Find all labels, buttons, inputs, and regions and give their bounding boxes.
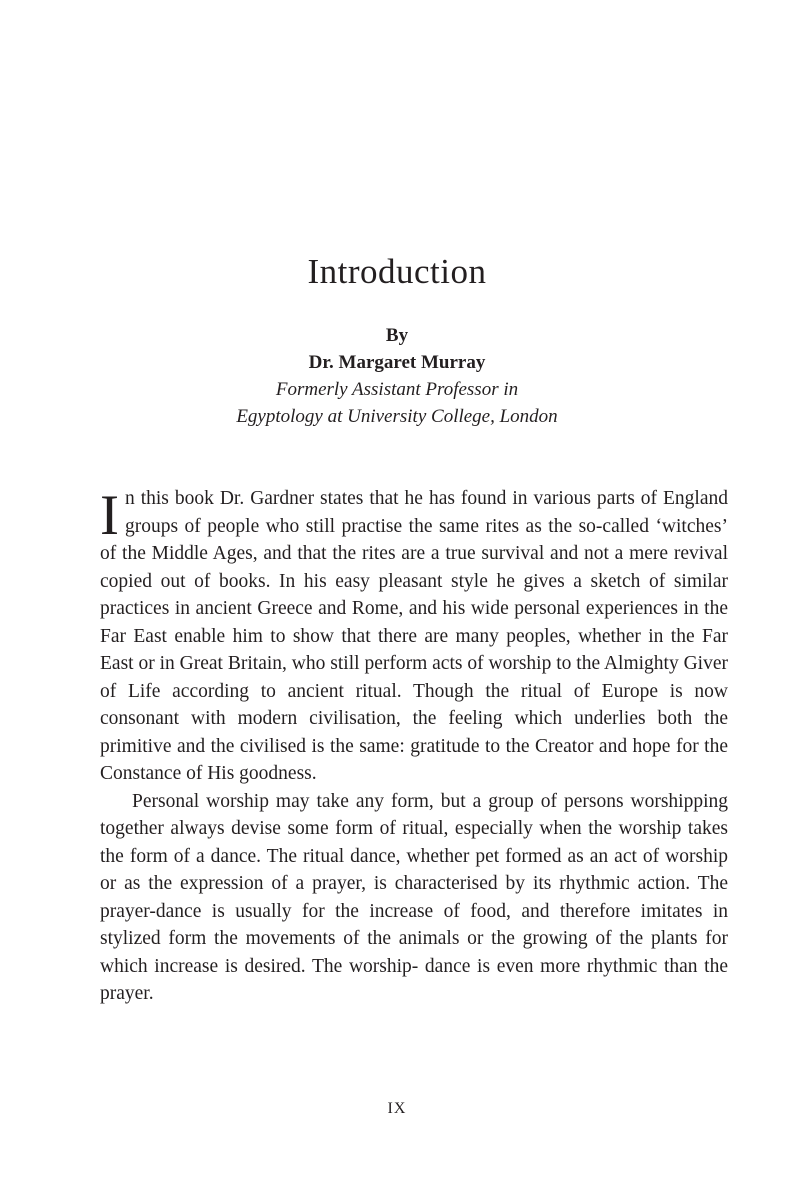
byline-by: By xyxy=(385,325,409,346)
page-number: IX xyxy=(387,1100,407,1117)
author-affiliation-line1: Formerly Assistant Professor in xyxy=(275,379,519,400)
byline xyxy=(0,322,794,430)
chapter-title: Introduction xyxy=(307,252,487,291)
paragraph-2: Personal worship may take any form, but a group of persons worshipping together always devise some form of ritual, especially when the worship takes the form of a dance. The ritual dance, whether pet formed as an act of worship or as the expression of a prayer, is characterised by its rhythmic action. The prayer-dance is usually for the increase of food, and therefore imitates in stylized form the movements of the animals or the growing of the plants for which increase is desired. The worship- dance is even more rhythmic than the prayer. xyxy=(100,790,728,1004)
drop-cap: I xyxy=(100,484,119,547)
paragraph-1 xyxy=(100,485,728,788)
author-affiliation-line2: Egyptology at University College, London xyxy=(236,406,558,427)
paragraph-1-text: n this book Dr. Gardner states that he has found in various parts of England groups of people who still practise the same rites as the so-called ‘witches’ of the Middle Ages, and that the rites are a true survival and not a mere revival copied out of books. In his easy pleasant style he gives a sketch of similar practices in ancient Greece and Rome, and his wide personal experiences in the Far East enable him to show that there are many peoples, whether in the Far East or in Great Britain, who still perform acts of worship to the Almighty Giver of Life according to ancient ritual. Though the ritual of Europe is now consonant with modern civilisation, the feeling which underlies both the primitive and the civilised is the same: gratitude to the Creator and hope for the Constance of His goodness. xyxy=(100,488,728,784)
author-name: Dr. Margaret Murray xyxy=(308,352,486,373)
body-text xyxy=(100,485,728,1008)
